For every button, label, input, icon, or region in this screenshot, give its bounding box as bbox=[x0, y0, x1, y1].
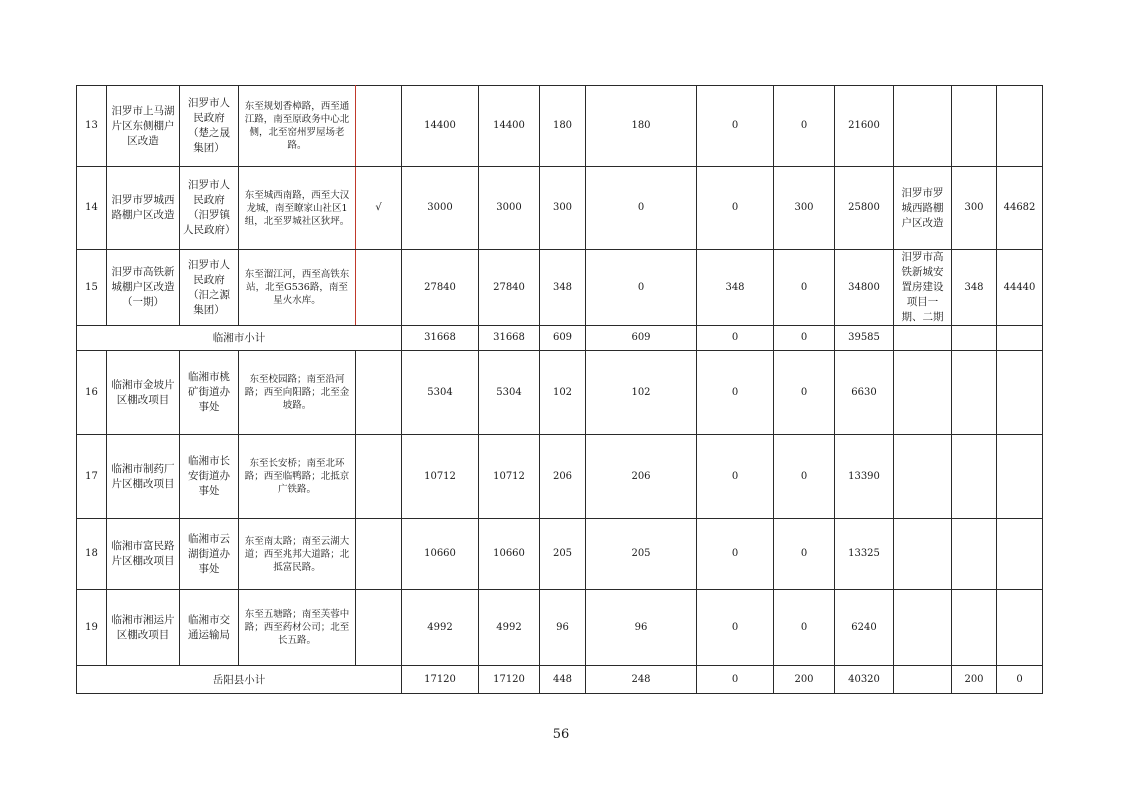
empty-cell bbox=[952, 435, 997, 519]
value-cell: 0 bbox=[774, 326, 835, 351]
value-cell: 17120 bbox=[402, 666, 479, 694]
value-cell: 6630 bbox=[835, 351, 894, 435]
resettlement-project: 汨罗市高铁新城安置房建设项目一期、二期 bbox=[894, 250, 952, 326]
value-cell: 5304 bbox=[479, 351, 540, 435]
value-cell bbox=[952, 86, 997, 167]
value-cell: 10660 bbox=[479, 519, 540, 590]
value-cell: 0 bbox=[697, 519, 774, 590]
value-cell: 3000 bbox=[402, 167, 479, 250]
value-cell: 0 bbox=[586, 250, 697, 326]
row-number: 19 bbox=[77, 590, 107, 666]
row-number: 15 bbox=[77, 250, 107, 326]
value-cell: 0 bbox=[697, 351, 774, 435]
value-cell: 4992 bbox=[402, 590, 479, 666]
value-cell: 0 bbox=[697, 167, 774, 250]
value-cell: 0 bbox=[697, 86, 774, 167]
project-name: 汨罗市罗城西路棚户区改造 bbox=[107, 167, 180, 250]
empty-cell bbox=[952, 326, 997, 351]
value-cell: 348 bbox=[697, 250, 774, 326]
value-cell: 0 bbox=[697, 590, 774, 666]
empty-cell bbox=[952, 351, 997, 435]
page-number: 56 bbox=[552, 727, 570, 742]
value-cell: 180 bbox=[586, 86, 697, 167]
row-number: 14 bbox=[77, 167, 107, 250]
subtotal-row bbox=[77, 666, 1043, 694]
value-cell: 96 bbox=[540, 590, 586, 666]
value-cell: 31668 bbox=[402, 326, 479, 351]
value-cell: 27840 bbox=[479, 250, 540, 326]
value-cell: 0 bbox=[774, 590, 835, 666]
value-cell: 0 bbox=[697, 435, 774, 519]
value-cell: 44682 bbox=[997, 167, 1043, 250]
value-cell: 21600 bbox=[835, 86, 894, 167]
subtotal-label: 临湘市小计 bbox=[77, 326, 402, 351]
implementing-org: 临湘市桃矿街道办事处 bbox=[180, 351, 239, 435]
value-cell: 0 bbox=[774, 250, 835, 326]
value-cell: 17120 bbox=[479, 666, 540, 694]
empty-cell bbox=[997, 435, 1043, 519]
project-name: 临湘市金坡片区棚改项目 bbox=[107, 351, 180, 435]
value-cell: 609 bbox=[586, 326, 697, 351]
value-cell: 206 bbox=[540, 435, 586, 519]
table-row bbox=[77, 86, 1043, 167]
value-cell: 0 bbox=[997, 666, 1043, 694]
empty-cell bbox=[952, 590, 997, 666]
implementing-org: 临湘市长安街道办事处 bbox=[180, 435, 239, 519]
implementing-org: 汨罗市人民政府（汨罗镇人民政府） bbox=[180, 167, 239, 250]
project-name: 汨罗市上马湖片区东侧棚户区改造 bbox=[107, 86, 180, 167]
value-cell: 13390 bbox=[835, 435, 894, 519]
empty-cell bbox=[894, 590, 952, 666]
project-name: 汨罗市高铁新城棚户区改造（一期） bbox=[107, 250, 180, 326]
project-scope: 东至规划香樟路，西至通江路，南至原政务中心北侧，北至窑州罗屋场老路。 bbox=[239, 86, 356, 167]
value-cell: 0 bbox=[774, 86, 835, 167]
project-name: 临湘市制药厂片区棚改项目 bbox=[107, 435, 180, 519]
value-cell: 5304 bbox=[402, 351, 479, 435]
check-mark bbox=[356, 250, 402, 326]
value-cell: 180 bbox=[540, 86, 586, 167]
implementing-org: 汨罗市人民政府（汨之源集团） bbox=[180, 250, 239, 326]
value-cell: 102 bbox=[540, 351, 586, 435]
value-cell: 200 bbox=[952, 666, 997, 694]
value-cell: 3000 bbox=[479, 167, 540, 250]
empty-cell bbox=[356, 435, 402, 519]
value-cell: 31668 bbox=[479, 326, 540, 351]
housing-renovation-table bbox=[76, 85, 1043, 694]
value-cell: 25800 bbox=[835, 167, 894, 250]
empty-cell bbox=[894, 326, 952, 351]
implementing-org: 临湘市交通运输局 bbox=[180, 590, 239, 666]
value-cell: 10712 bbox=[402, 435, 479, 519]
table-row bbox=[77, 167, 1043, 250]
empty-cell bbox=[356, 351, 402, 435]
value-cell: 6240 bbox=[835, 590, 894, 666]
value-cell: 348 bbox=[540, 250, 586, 326]
value-cell: 10712 bbox=[479, 435, 540, 519]
empty-cell bbox=[894, 435, 952, 519]
value-cell: 200 bbox=[774, 666, 835, 694]
value-cell: 448 bbox=[540, 666, 586, 694]
row-number: 16 bbox=[77, 351, 107, 435]
value-cell: 44440 bbox=[997, 250, 1043, 326]
value-cell: 609 bbox=[540, 326, 586, 351]
empty-cell bbox=[952, 519, 997, 590]
value-cell: 300 bbox=[540, 167, 586, 250]
value-cell: 205 bbox=[586, 519, 697, 590]
empty-cell bbox=[997, 519, 1043, 590]
empty-cell bbox=[894, 519, 952, 590]
value-cell: 13325 bbox=[835, 519, 894, 590]
project-scope: 东至校园路；南至沿河路；西至向阳路；北至金坡路。 bbox=[239, 351, 356, 435]
project-scope: 东至城西南路，西至大汉龙城，南至瞭家山社区1组，北至罗城社区狄坪。 bbox=[239, 167, 356, 250]
value-cell bbox=[894, 666, 952, 694]
project-scope: 东至长安桥；南至北环路；西至临鸭路；北抵京广铁路。 bbox=[239, 435, 356, 519]
value-cell: 300 bbox=[774, 167, 835, 250]
empty-cell bbox=[356, 590, 402, 666]
value-cell: 96 bbox=[586, 590, 697, 666]
value-cell: 39585 bbox=[835, 326, 894, 351]
row-number: 13 bbox=[77, 86, 107, 167]
value-cell: 27840 bbox=[402, 250, 479, 326]
value-cell: 34800 bbox=[835, 250, 894, 326]
value-cell: 102 bbox=[586, 351, 697, 435]
value-cell: 0 bbox=[774, 435, 835, 519]
resettlement-project: 汨罗市罗城西路棚户区改造 bbox=[894, 167, 952, 250]
implementing-org: 汨罗市人民政府（楚之晟集团） bbox=[180, 86, 239, 167]
value-cell: 205 bbox=[540, 519, 586, 590]
table-row bbox=[77, 519, 1043, 590]
value-cell: 0 bbox=[586, 167, 697, 250]
value-cell: 40320 bbox=[835, 666, 894, 694]
project-scope: 东至溜江河，西至高铁东站，北至G536路，南至星火水库。 bbox=[239, 250, 356, 326]
value-cell: 0 bbox=[774, 519, 835, 590]
table-row bbox=[77, 250, 1043, 326]
value-cell: 14400 bbox=[402, 86, 479, 167]
project-scope: 东至南太路；南至云湖大道；西至兆邦大道路；北抵富民路。 bbox=[239, 519, 356, 590]
project-name: 临湘市湘运片区棚改项目 bbox=[107, 590, 180, 666]
table-row bbox=[77, 590, 1043, 666]
value-cell bbox=[997, 86, 1043, 167]
empty-cell bbox=[997, 351, 1043, 435]
check-mark: √ bbox=[356, 167, 402, 250]
value-cell: 10660 bbox=[402, 519, 479, 590]
check-mark bbox=[356, 86, 402, 167]
empty-cell bbox=[997, 590, 1043, 666]
table-row bbox=[77, 435, 1043, 519]
value-cell: 348 bbox=[952, 250, 997, 326]
value-cell: 14400 bbox=[479, 86, 540, 167]
value-cell: 0 bbox=[697, 666, 774, 694]
value-cell: 4992 bbox=[479, 590, 540, 666]
value-cell: 0 bbox=[774, 351, 835, 435]
project-name: 临湘市富民路片区棚改项目 bbox=[107, 519, 180, 590]
implementing-org: 临湘市云湖街道办事处 bbox=[180, 519, 239, 590]
empty-cell bbox=[356, 519, 402, 590]
value-cell: 300 bbox=[952, 167, 997, 250]
row-number: 17 bbox=[77, 435, 107, 519]
project-scope: 东至五塘路；南至芙蓉中路；西至药材公司；北至长五路。 bbox=[239, 590, 356, 666]
row-number: 18 bbox=[77, 519, 107, 590]
subtotal-label: 岳阳县小计 bbox=[77, 666, 402, 694]
empty-cell bbox=[894, 351, 952, 435]
resettlement-project bbox=[894, 86, 952, 167]
value-cell: 206 bbox=[586, 435, 697, 519]
value-cell: 248 bbox=[586, 666, 697, 694]
empty-cell bbox=[997, 326, 1043, 351]
value-cell: 0 bbox=[697, 326, 774, 351]
subtotal-row bbox=[77, 326, 1043, 351]
table-row bbox=[77, 351, 1043, 435]
